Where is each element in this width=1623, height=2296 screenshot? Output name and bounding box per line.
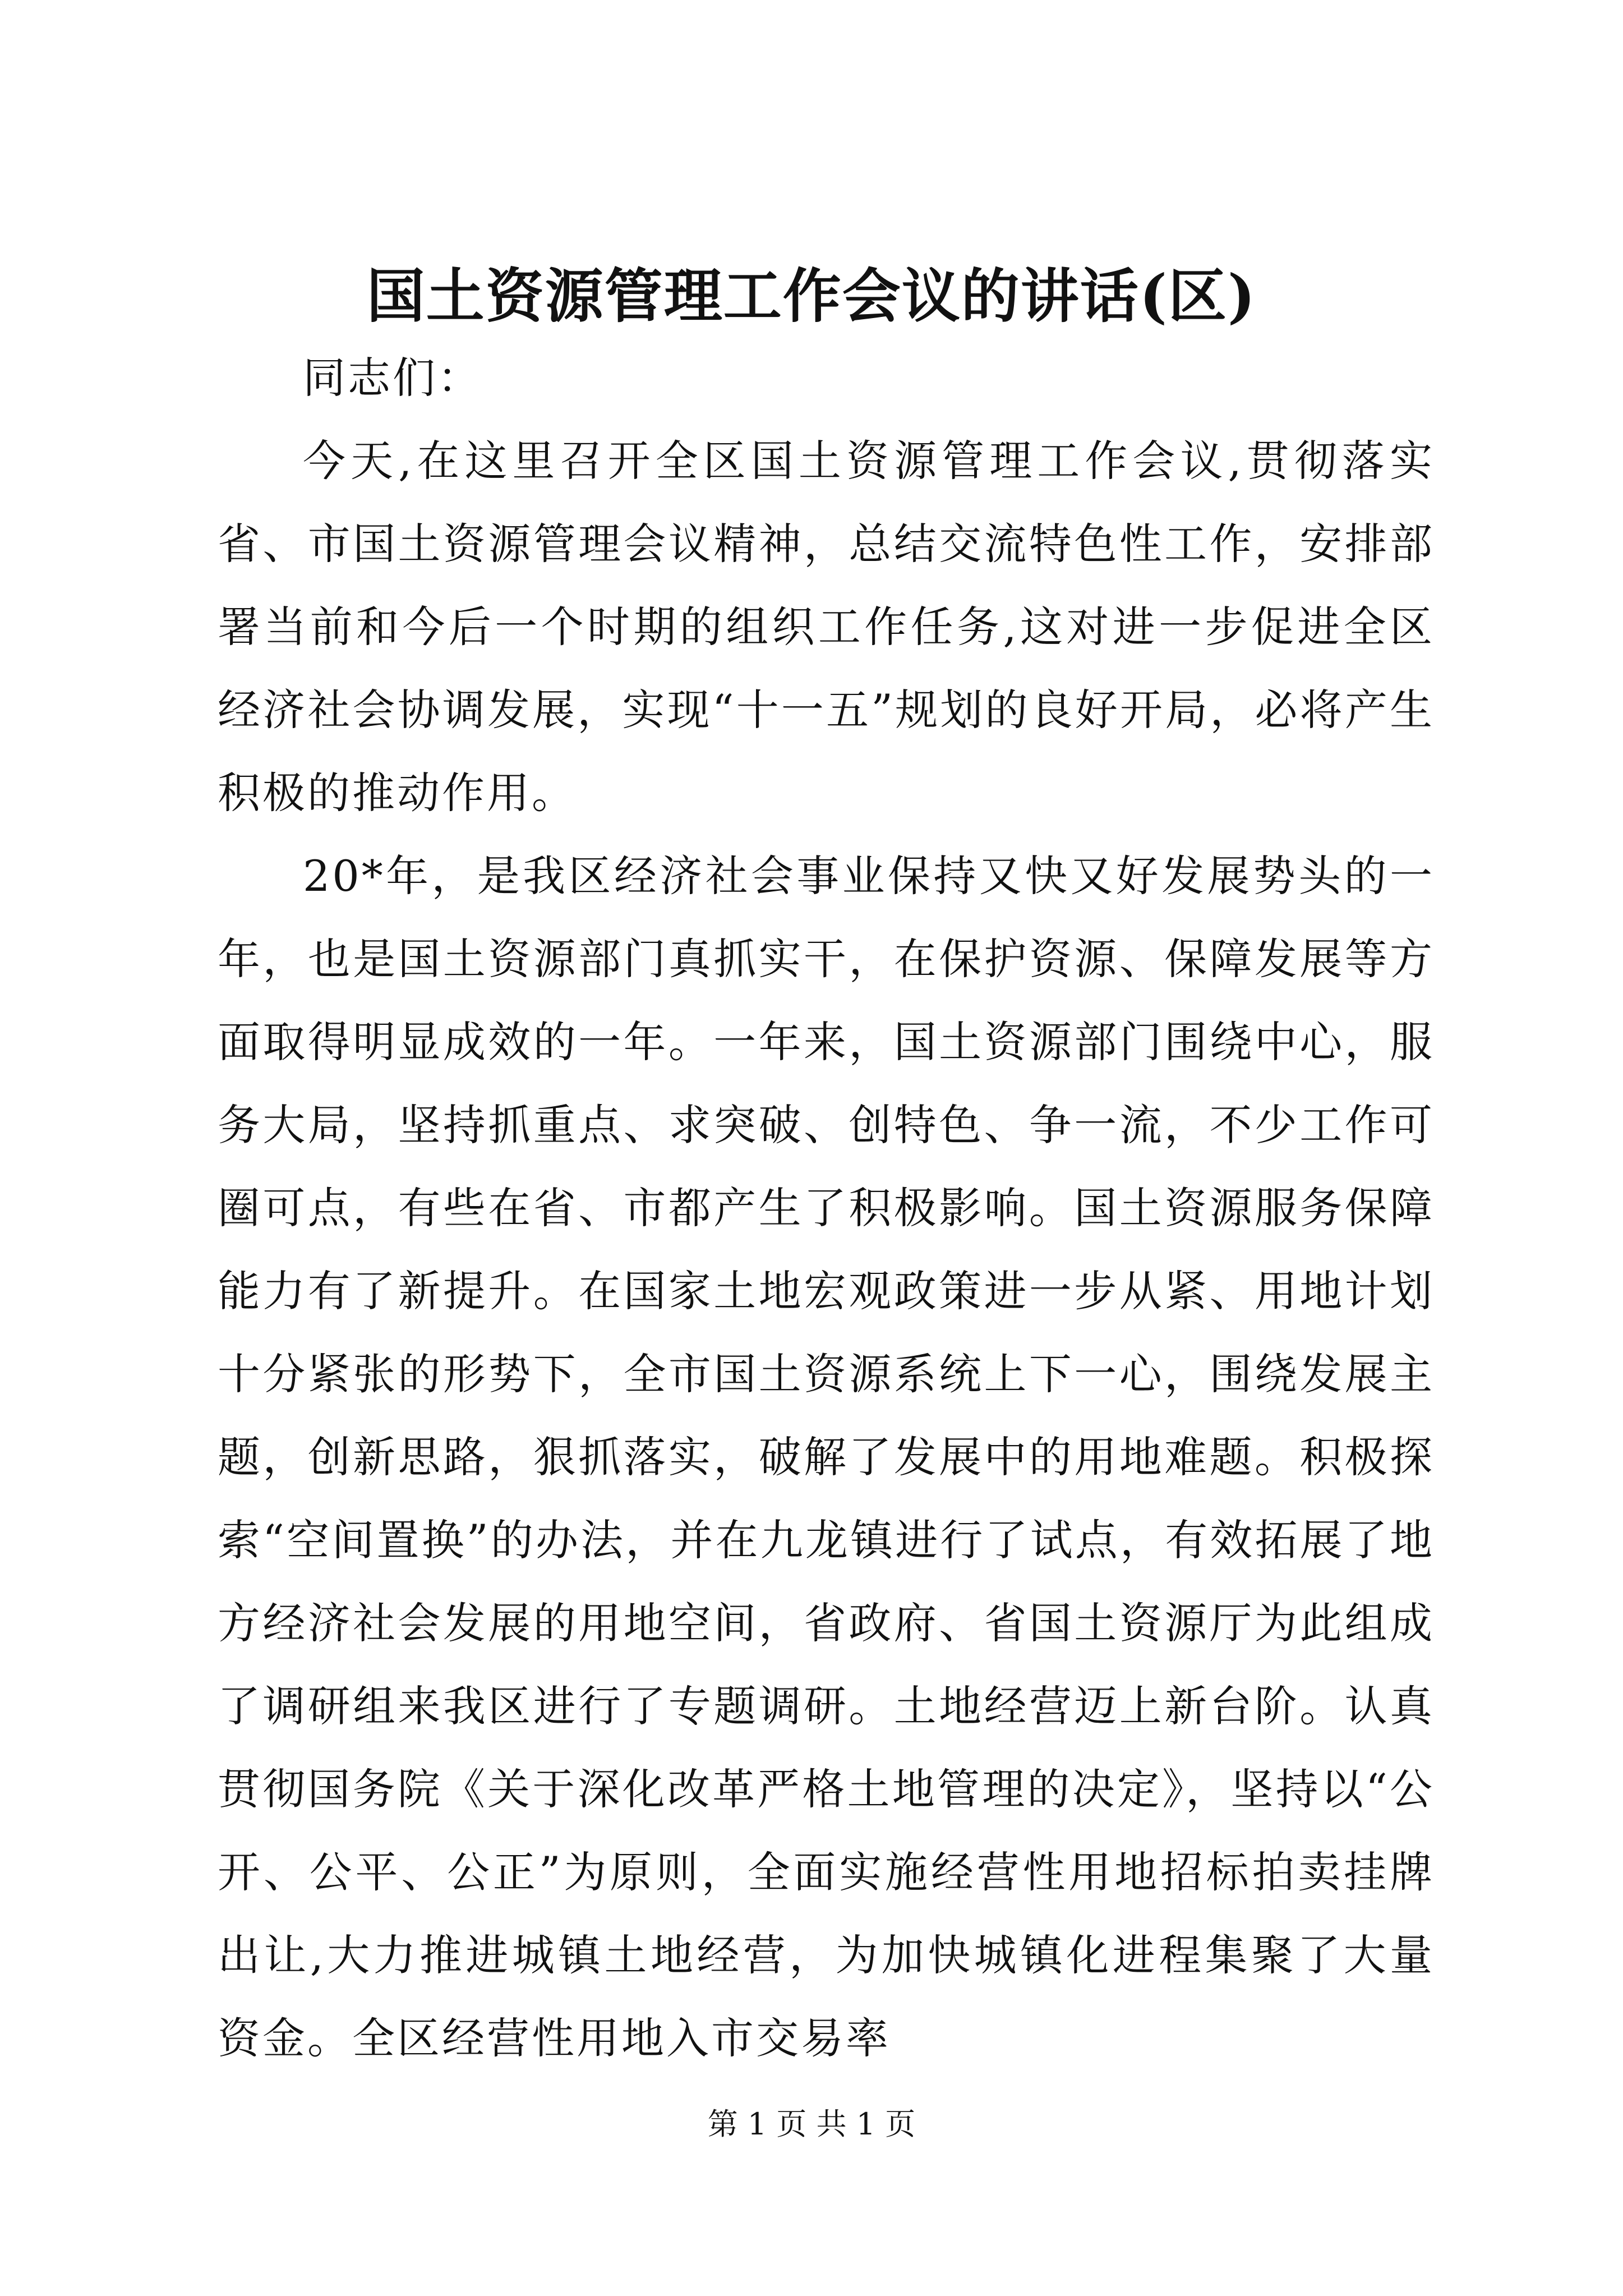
document-body xyxy=(218,337,1435,2080)
page-number-footer: 第 1 页 共 1 页 xyxy=(707,2106,916,2142)
body-paragraph-1: 今天,在这里召开全区国土资源管理工作会议,贯彻落实省、市国土资源管理会议精神，总结交流特色性工作，安排部署当前和今后一个时期的组织工作任务,这对进一步促进全区经济社会协调发展，实现“十一五”规划的良好开局，必将产生积极的推动作用。 xyxy=(218,436,1435,818)
document-title: 国土资源管理工作会议的讲话(区) xyxy=(366,261,1257,330)
salutation-paragraph: 同志们： xyxy=(303,353,482,403)
body-paragraph-2: 20*年，是我区经济社会事业保持又快又好发展势头的一年，也是国土资源部门真抓实干，在保护资源、保障发展等方面取得明显成效的一年。一年来，国土资源部门围绕中心，服务大局，坚持抓重点、求突破、创特色、争一流，不少工作可圈可点，有些在省、市都产生了积极影响。国土资源服务保障能力有了新提升。在国家土地宏观政策进一步从紧、用地计划十分紧张的形势下，全市国土资源系统上下一心，围绕发展主题，创新思路，狠抓落实，破解了发展中的用地难题。积极探索“空间置换”的办法，并在九龙镇进行了试点，有效拓展了地方经济社会发展的用地空间，省政府、省国土资源厅为此组成了调研组来我区进行了专题调研。土地经营迈上新台阶。认真贯彻国务院《关于深化改革严格土地管理的决定》，坚持以“公开、公平、公正”为原则，全面实施经营性用地招标拍卖挂牌出让,大力推进城镇土地经营，为加快城镇化进程集聚了大量资金。全区经营性用地入市交易率 xyxy=(218,851,1435,2063)
